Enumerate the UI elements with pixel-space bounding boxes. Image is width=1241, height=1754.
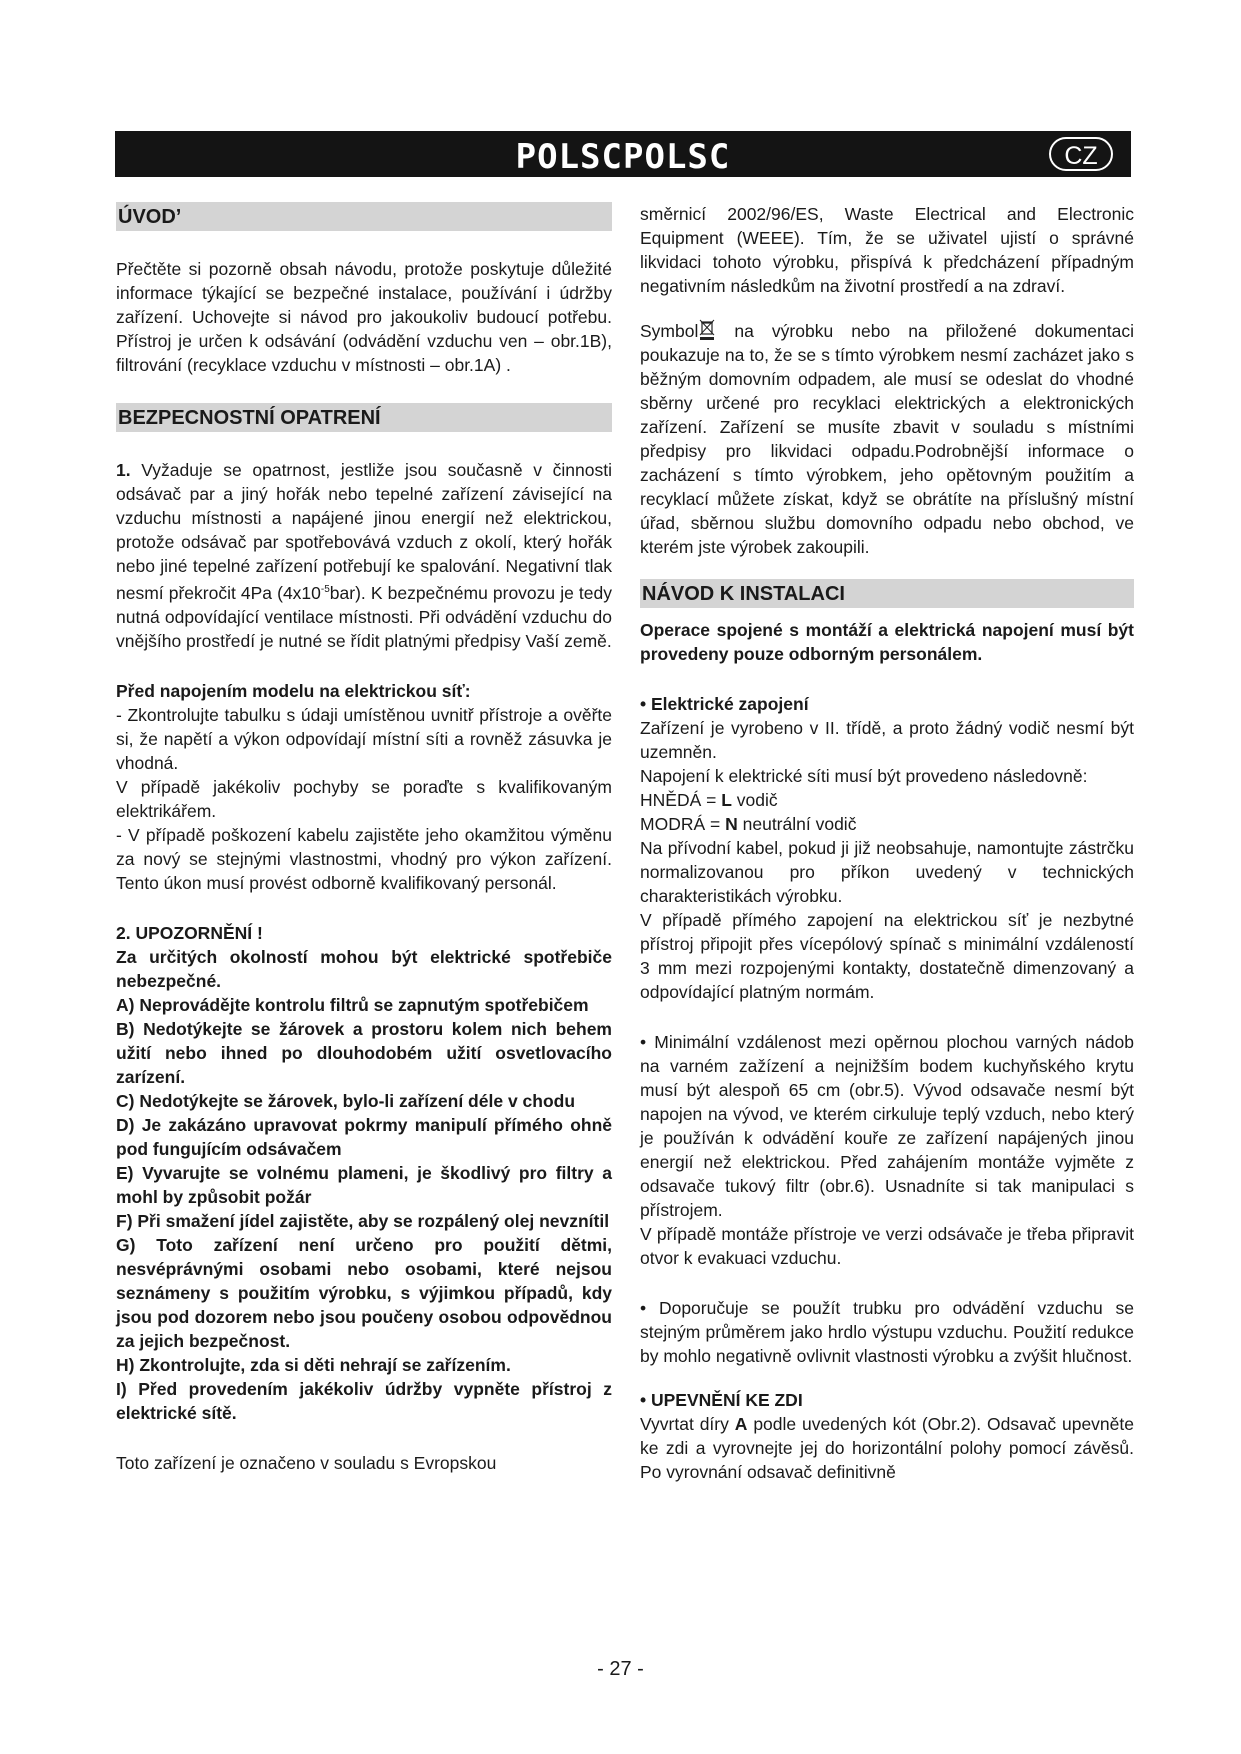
page-number: - 27 - — [597, 1658, 644, 1680]
warning-item: G) Toto zařízení není určeno pro použití dětmi, nesvéprávnými osobami nebo osobami, které nejsou seznámeny s použitím výrobku, s výjimkou případů, kdy jsou pod dozorem nebo jsou poučeny osobou odpovědnou za jejich bezpečnost. — [116, 1234, 612, 1351]
safety-text-1a: Vyžaduje se opatrnost, jestliže jsou současně v činnosti odsávač par a jiný hořák nebo tepelné zařízení závisející na vzduchu místnosti a napájené jinou energií než elektrickou, protože odsávač par spotřebovává vzduch z okolí, který hořák nebo jiné tepelné zařízení potřebují ke spalování. Negativní tlak nesmí překročit 4Pa (4x10 — [116, 460, 613, 603]
safety-heading: BEZPECNOSTNÍ OPATRENÍ — [116, 403, 612, 432]
electrical-text-3: Na přívodní kabel, pokud ji již neobsahuje, namontujte zástrčku normalizovanou pro příkon uvedený v technických charakteristikách výrobku. — [640, 838, 1134, 906]
safety-number-1: 1. — [116, 460, 131, 480]
warning-item: A) Neprovádějte kontrolu filtrů se zapnutým spotřebičem — [116, 994, 589, 1015]
pipe-paragraph: • Doporučuje se použít trubku pro odvádění vzduchu se stejným průměrem jako hrdlo výstupu vzduchu. Použití redukce by mohlo negativně ovlivnit vlastnosti výrobku a zvýšit hlučnost. — [640, 1298, 1134, 1366]
symbol-text: na výrobku nebo na přiložené dokumentaci poukazuje na to, že se s tímto výrobkem nesmí zacházet jako s běžným domovním odpadem, ale musí se odeslat do vhodné sběrny určené pro recyklaci elektrických a elektronických zařízení. Zařízení se musíte zbavit v souladu s místními předpisy pro likvidaci odpadu.Podrobnější informace o zacházení s tímto výrobkem, jeho opětovným použitím a recyklací můžete získat, když se obrátíte na příslušný místní úřad, sběrnou službu domovního odpadu nebo obchod, ve kterém jste výrobek zakoupili. — [640, 321, 1134, 557]
weee-bin-icon — [698, 318, 716, 340]
page-header-bar — [115, 131, 1131, 177]
wall-letter: A — [734, 1414, 748, 1434]
brand-title — [115, 137, 1131, 177]
warnings-heading: 2. UPOZORNĚNÍ ! — [116, 922, 263, 943]
wire-blue-text: neutrální vodič — [742, 814, 857, 834]
warning-item: F) Při smažení jídel zajistěte, aby se rozpálený olej nevznítil — [116, 1210, 610, 1231]
exponent: -5 — [320, 584, 330, 595]
electrical-text-2: Napojení k elektrické síti musí být provedeno následovně: — [640, 766, 1088, 786]
wire-brown-text: vodič — [736, 790, 778, 810]
wall-text-pre: Vyvrtat díry — [640, 1414, 729, 1434]
weee-paragraph: směrnicí 2002/96/ES, Waste Electrical and Electronic Equipment (WEEE). Tím, že se uživatel ujistí o správné likvidaci tohoto výrobku, přispívá k předcházení případným negativním následkům na životní prostředí a na zdraví. — [640, 204, 1134, 296]
install-heading: NÁVOD K INSTALACI — [640, 579, 1134, 608]
electrical-heading: • Elektrické zapojení — [640, 694, 809, 714]
wire-blue-label: MODRÁ = — [640, 814, 721, 834]
wire-blue-letter: N — [725, 814, 738, 834]
wire-brown-letter: L — [721, 790, 732, 810]
wall-heading: • UPEVNĚNÍ KE ZDI — [640, 1390, 803, 1410]
install-warning: Operace spojené s montáží a elektrická napojení musí být provedeny pouze odborným personálem. — [640, 620, 1134, 664]
intro-heading: ÚVOD’ — [116, 202, 612, 231]
connection-item-3: - V případě poškození kabelu zajistěte jeho okamžitou výměnu za nový se stejnými vlastnostmi, vhodný pro výkon zařízení. Tento úkon musí provést odborně kvalifikovaný personál. — [116, 824, 612, 893]
wire-brown — [640, 788, 1134, 812]
warning-item: E) Vyvarujte se volnému plameni, je škodlivý pro filtry a mohl by způsobit požár — [116, 1162, 612, 1207]
wire-brown-label: HNĚDÁ = — [640, 790, 717, 810]
warning-item: C) Nedotýkejte se žárovek, bylo-li zařízení déle v chodu — [116, 1090, 576, 1111]
distance-paragraph: • Minimální vzdálenost mezi opěrnou plochou varných nádob na varném zažízení a nejnižším bodem kuchyňského krytu musí být alespoň 65 cm (obr.5). Vývod odsavače nesmí být napojen na vývod, ve kterém cirkuluje teplý vzduch, nebo který je používán k odvádění kouře ze zařízení napájených jinou energií než elektrickou. Před zahájením montáže vyjměte z odsavače tukový filtr (obr.6). Usnadníte si tak manipulaci s přístrojem. — [640, 1032, 1134, 1220]
connection-item-1: - Zkontrolujte tabulku s údaji umístěnou uvnitř přístroje a ověřte si, že napětí a výkon odpovídají místní síti a rovněž zásuvka je vhodná. — [116, 704, 612, 773]
symbol-paragraph — [640, 318, 1134, 559]
wire-blue — [640, 812, 1134, 836]
warning-item: Za určitých okolností mohou být elektrické spotřebiče nebezpečné. — [116, 946, 612, 991]
warning-item: B) Nedotýkejte se žárovek a prostoru kolem nich behem užití nebo ihned po dlouhodobém užití osvetlovacího zarízení. — [116, 1018, 612, 1087]
connection-item-2: V případě jakékoliv pochyby se poraďte s kvalifikovaným elektrikářem. — [116, 776, 612, 821]
electrical-text-4: V případě přímého zapojení na elektrickou síť je nezbytné přístroj připojit přes vícepólový spínač s minimální vzdáleností 3 mm mezi rozpojenými kontakty, dostatečně dimenzovaný a odpovídající platným normám. — [640, 910, 1134, 1002]
brand-title-text: POLSC — [515, 137, 623, 177]
eu-marking-text: Toto zařízení je označeno v souladu s Evropskou — [116, 1452, 497, 1473]
distance-paragraph-2: V případě montáže přístroje ve verzi odsávače je třeba připravit otvor k evakuaci vzduchu. — [640, 1224, 1134, 1268]
warning-item: D) Je zakázáno upravovat pokrmy manipulí přímého ohně pod fungujícím odsávačem — [116, 1114, 612, 1159]
warning-item: H) Zkontrolujte, zda si děti nehrají se zařízením. — [116, 1354, 511, 1375]
intro-paragraph: Přečtěte si pozorně obsah návodu, protože poskytuje důležité informace týkající se bezpečné instalace, používání i údržby zařízení. Uchovejte si návod pro jakoukoliv budoucí potřebu. Přístroj je určen k odsávání (odvádění vzduchu ven – obr.1B), filtrování (recyklace vzduchu v místnosti – obr.1A) . — [116, 259, 612, 375]
brand-title-overlay: POLSC — [623, 137, 731, 177]
wall-text: podle uvedených kót (Obr.2). Odsavač upevněte ke zdi a vyrovnejte jej do horizontální polohy pomocí závěsů. Po vyrovnání odsavač definitivně — [640, 1414, 1134, 1482]
safety-paragraph-1 — [116, 458, 612, 653]
warning-item: I) Před provedením jakékoliv údržby vypněte přístroj z elektrické sítě. — [116, 1378, 612, 1423]
symbol-label: Symbol — [640, 321, 699, 341]
left-column — [116, 202, 612, 1475]
wall-paragraph — [640, 1412, 1134, 1484]
right-column — [640, 202, 1134, 1484]
language-badge: CZ — [1049, 137, 1113, 171]
safety-text-1b: bar). K bezpečnému provozu je tedy nutná odpovídající ventilace místnosti. Při odvádění vzduchu do vnějšího prostředí je nutné se řídit platnými předpisy Vaší země. — [116, 582, 612, 651]
electrical-text-1: Zařízení je vyrobeno v II. třídě, a proto žádný vodič nesmí být uzemněn. — [640, 718, 1134, 762]
connection-heading: Před napojením modelu na elektrickou síť: — [116, 680, 471, 701]
